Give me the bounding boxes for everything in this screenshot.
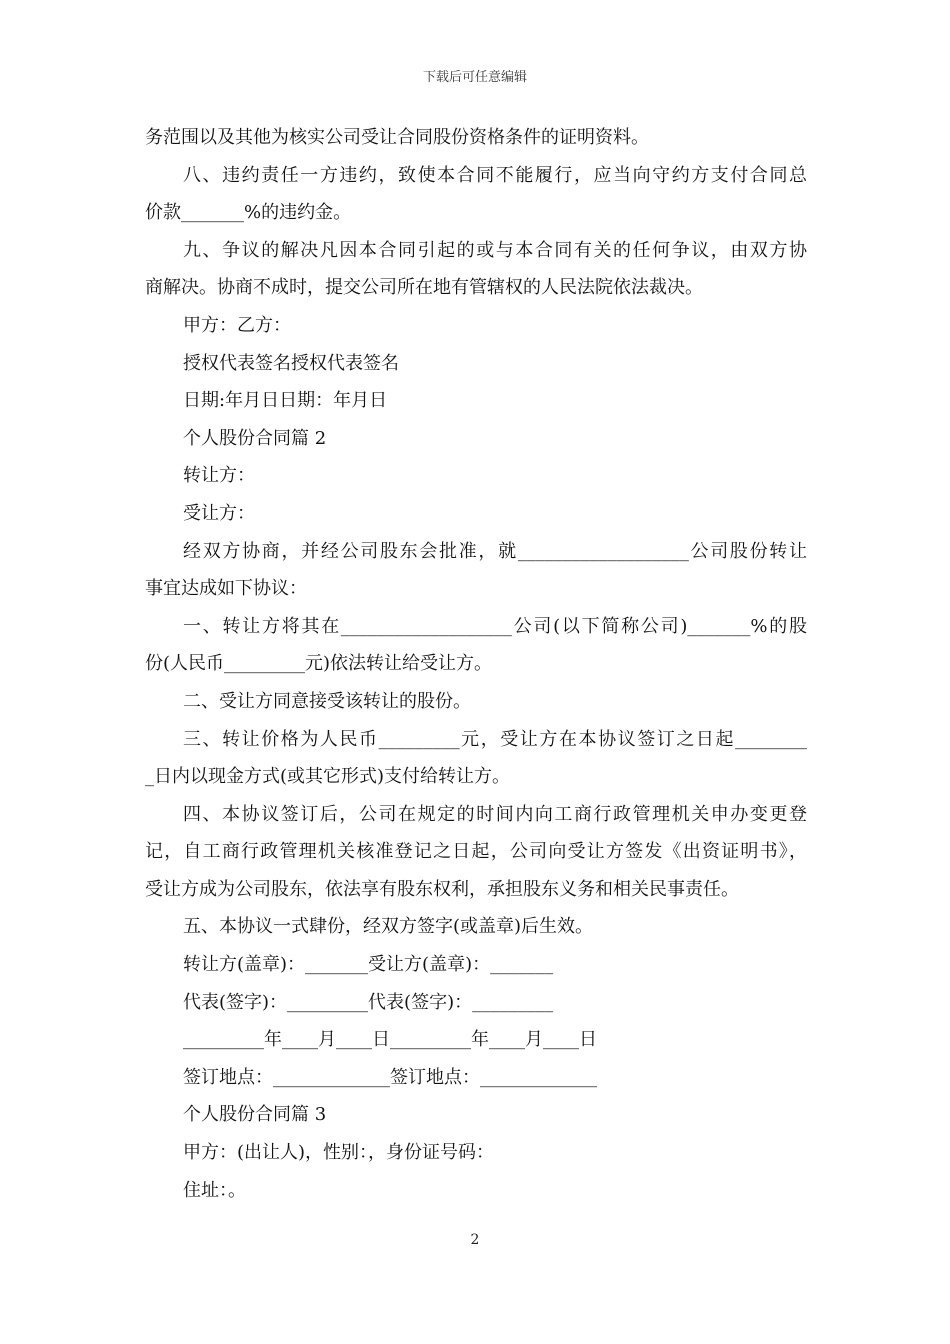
document-line: 务范围以及其他为核实公司受让合同股份资格条件的证明资料。 — [145, 127, 649, 148]
document-line: 商解决。协商不成时，提交公司所在地有管辖权的人民法院依法裁决。 — [145, 277, 703, 299]
document-line: 转让方(盖章)：_______受让方(盖章)：_______ — [183, 954, 554, 976]
document-line: 五、本协议一式肆份，经双方签字(或盖章)后生效。 — [183, 916, 594, 938]
document-line: 记，自工商行政管理机关核准登记之日起，公司向受让方签发《出资证明书》， — [145, 841, 807, 863]
document-line: _日内以现金方式(或其它形式)支付给转让方。 — [145, 766, 511, 788]
document-line: 签订地点：_____________签订地点：_____________ — [183, 1066, 597, 1088]
document-line: 转让方： — [183, 465, 255, 487]
document-line: 受让方成为公司股东，依法享有股东权利，承担股东义务和相关民事责任。 — [145, 878, 739, 900]
document-line: 个人股份合同篇 3 — [183, 1104, 327, 1126]
document-line: 一、转让方将其在___________________公司(以下简称公司)_______%的股 — [183, 615, 807, 637]
document-line: 日期:年月日日期：年月日 — [183, 390, 388, 412]
document-line: 九、争议的解决凡因本合同引起的或与本合同有关的任何争议，由双方协 — [183, 239, 807, 261]
document-line: 三、转让价格为人民币_________元，受让方在本协议签订之日起________ — [183, 728, 807, 750]
document-line: 价款_______%的违约金。 — [145, 202, 352, 224]
document-body — [145, 119, 807, 1209]
document-line: 授权代表签名授权代表签名 — [183, 352, 399, 374]
document-line: 八、违约责任一方违约，致使本合同不能履行，应当向守约方支付合同总 — [183, 164, 807, 186]
document-line: 个人股份合同篇 2 — [183, 427, 327, 449]
document-line: 二、受让方同意接受该转让的股份。 — [183, 690, 471, 712]
page-number: 2 — [470, 1232, 480, 1248]
document-line: 份(人民币_________元)依法转让给受让方。 — [145, 653, 493, 675]
document-line: 事宜达成如下协议： — [145, 578, 307, 600]
document-line: 甲方：乙方： — [183, 314, 291, 336]
document-line: 甲方：(出让人)，性别：，身份证号码： — [183, 1142, 495, 1164]
document-line: 住址：。 — [183, 1179, 246, 1201]
document-line: 受让方： — [183, 502, 255, 524]
document-line: 经双方协商，并经公司股东会批准，就___________________公司股份转让 — [183, 540, 807, 562]
document-line: _________年____月____日_________年____月____日 — [183, 1029, 597, 1051]
document-line: 四、本协议签订后，公司在规定的时间内向工商行政管理机关申办变更登 — [183, 803, 807, 825]
page-header: 下载后可任意编辑 — [422, 70, 527, 85]
document-line: 代表(签字)：_________代表(签字)：_________ — [183, 991, 554, 1013]
